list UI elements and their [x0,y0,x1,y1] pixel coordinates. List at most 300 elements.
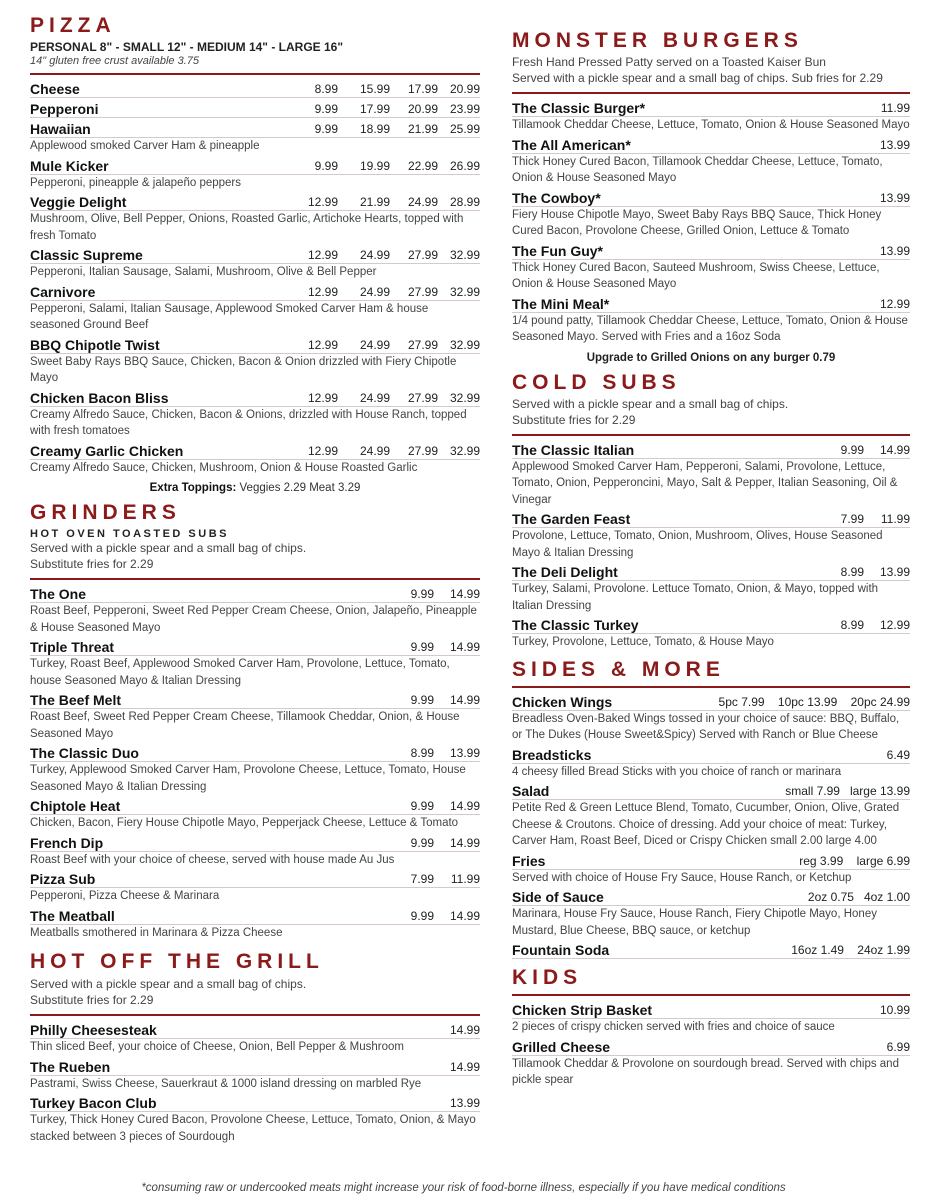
item-description: Provolone, Lettuce, Tomato, Onion, Mushroom, Olives, House Seasoned Mayo & Italian Dressing [512,530,883,559]
item-prices [292,82,480,97]
item-price: 27.99 [407,390,438,405]
item-name-line [30,158,480,175]
sides-list [512,694,910,960]
item-prices [450,1060,480,1075]
item-name-line [512,853,910,870]
item-name: Grilled Cheese [512,1038,611,1055]
item-name-line [30,247,480,264]
item-price: 14.99 [449,587,480,601]
item-prices [388,836,480,851]
item-price: 15.99 [359,82,390,96]
item-name: The One [30,586,87,602]
item-prices [292,285,480,300]
menu-item [30,443,480,477]
menu-item [30,284,480,334]
item-prices [388,587,480,602]
item-name: Turkey Bacon Club [30,1095,157,1111]
item-price: 9.99 [410,640,434,654]
menu-item [30,835,480,869]
menu-item [30,798,480,832]
grinders-note: Served with a pickle spear and a small bag of chips. [30,541,307,555]
item-price: 25.99 [449,122,480,136]
item-price: 26.99 [449,158,480,173]
item-name-line [512,511,910,528]
item-price: 21.99 [407,122,438,136]
item-name: Triple Threat [30,639,115,655]
item-name-line [512,694,910,711]
section-rule [512,686,910,688]
item-price: 12.99 [307,284,338,299]
item-name-line [30,1059,480,1076]
item-price: 27.99 [407,443,438,458]
item-description: 4 cheesy filled Bread Sticks with you choice of ranch or marinara [512,765,842,778]
item-prices [388,872,480,887]
item-name-line [512,296,910,313]
item-price: 9.99 [410,908,434,923]
menu-item [512,137,910,187]
item-price: 5pc 7.99 10pc 13.99 20pc 24.99 [718,694,910,709]
menu-item [30,194,480,244]
item-price: 32.99 [449,337,480,352]
grinders-title: GRINDERS [30,501,181,524]
item-description: Mushroom, Olive, Bell Pepper, Onions, Roasted Garlic, Artichoke Hearts, topped with fresh Tomato [30,213,464,242]
menu-item [30,745,480,795]
item-name: The All American* [512,136,631,153]
item-prices [880,297,910,312]
item-price: 20.99 [449,82,480,96]
item-price: 32.99 [449,284,480,299]
item-price: 14.99 [449,693,480,707]
item-price: 8.99 [410,746,434,760]
item-prices [292,248,480,263]
item-name: Chicken Wings [512,693,613,710]
item-price: 9.99 [410,587,434,601]
grinders-list [30,586,480,941]
item-name: Breadsticks [512,746,592,763]
item-prices [292,102,480,117]
menu-item [512,1002,910,1036]
pizza-list [30,81,480,476]
cold-subs-title: COLD SUBS [512,370,681,394]
section-rule [512,92,910,94]
item-name: The Deli Delight [512,564,618,580]
menu-item [30,121,480,155]
item-prices [791,943,910,958]
item-price: 24.99 [359,284,390,299]
extra-toppings-values: Veggies 2.29 Meat 3.29 [239,482,361,494]
item-name-line [30,586,480,603]
item-description: Pastrami, Swiss Cheese, Sauerkraut & 1000 island dressing on marbled Rye [30,1077,422,1090]
item-name-line [30,798,480,815]
item-prices [450,1096,480,1111]
item-price: 13.99 [879,565,910,579]
item-price: 27.99 [407,284,438,299]
item-price: 27.99 [407,337,438,352]
item-name: Side of Sauce [512,889,604,905]
item-description: Creamy Alfredo Sauce, Chicken, Bacon & Onions, drizzled with House Ranch, topped with fresh tomatoes [30,408,467,437]
item-prices [880,191,910,206]
cold-subs-list [512,442,910,651]
item-price: 11.99 [880,101,910,115]
item-price: 16oz 1.49 24oz 1.99 [791,943,910,957]
menu-item [512,100,910,134]
menu-item [512,747,910,781]
item-description: Tillamook Cheddar & Provolone on sourdough bread. Served with chips and pickle spear [512,1057,899,1086]
item-description: Served with choice of House Fry Sauce, House Ranch, or Ketchup [512,871,852,884]
grinders-section [30,502,480,941]
item-name-line [30,390,480,407]
item-price: 24.99 [359,337,390,352]
item-price: 13.99 [449,746,480,760]
item-prices [818,618,910,633]
item-name-line [512,1039,910,1056]
item-price: 17.99 [407,82,438,96]
item-name: Philly Cheesesteak [30,1022,157,1038]
item-name: The Cowboy* [512,189,601,206]
section-rule [30,73,480,75]
menu-item [512,243,910,293]
item-name: Chicken Bacon Bliss [30,389,169,406]
item-description: Pepperoni, pineapple & jalapeño peppers [30,176,241,189]
menu-item [30,158,480,192]
item-price: 12.99 [307,195,338,209]
item-name: The Garden Feast [512,511,631,527]
item-description: 1/4 pound patty, Tillamook Cheddar Cheese, Lettuce, Tomato, Onion & House Seasoned Mayo. Served with Fries and a 16oz Soda [512,314,908,343]
item-price: 12.99 [879,296,910,311]
item-name: Classic Supreme [30,247,143,263]
item-description: Turkey, Thick Honey Cured Bacon, Provolone Cheese, Lettuce, Tomato, Onion, & Mayo stacked between 3 pieces of Sourdough [30,1114,476,1143]
item-name: Creamy Garlic Chicken [30,442,184,459]
item-price: small 7.99 large 13.99 [785,784,910,798]
menu-item [512,942,910,959]
item-price: 32.99 [449,443,480,458]
item-description: Marinara, House Fry Sauce, House Ranch, Fiery Chipotle Mayo, Honey Mustard, Blue Cheese, BBQ sauce, or ketchup [512,908,877,937]
item-price: 24.99 [407,195,438,209]
item-name-line [512,564,910,581]
item-price: reg 3.99 large 6.99 [799,853,910,868]
grill-title: HOT OFF THE GRILL [30,950,324,973]
item-description: Applewood smoked Carver Ham & pineapple [30,140,260,152]
item-name-line [30,871,480,888]
item-price: 32.99 [449,248,480,262]
menu-item [30,337,480,387]
item-price: 21.99 [359,195,390,209]
item-prices [887,1040,910,1055]
extra-toppings [30,482,480,494]
menu-item [30,871,480,905]
item-price: 20.99 [407,102,438,116]
cold-subs-note-fries: Substitute fries for 2.29 [512,412,636,427]
item-description: 2 pieces of crispy chicken served with fries and choice of sauce [512,1021,835,1033]
item-prices [818,565,910,580]
item-price: 18.99 [359,122,390,136]
item-prices [880,1003,910,1018]
item-description: Pepperoni, Pizza Cheese & Marinara [30,890,220,902]
item-price: 8.99 [314,82,338,96]
burgers-note: Fresh Hand Pressed Patty served on a Toasted Kaiser Bun [512,55,826,69]
cold-subs-note: Served with a pickle spear and a small bag of chips. [512,396,789,411]
pizza-title: PIZZA [30,14,116,37]
item-name: Pepperoni [30,101,99,117]
item-name-line [512,137,910,154]
item-price: 9.99 [314,158,338,173]
item-price: 22.99 [407,158,438,173]
item-price: 8.99 [840,565,864,579]
item-price: 9.99 [410,835,434,850]
item-name-line [30,745,480,762]
grill-list [30,1022,480,1145]
item-price: 14.99 [879,442,910,457]
right-column [512,0,910,1092]
item-name-line [30,1095,480,1112]
item-prices [292,195,480,210]
item-prices [388,746,480,761]
item-name-line [30,194,480,211]
item-name-line [512,942,910,959]
item-description: Thin sliced Beef, your choice of Cheese, Onion, Bell Pepper & Mushroom [30,1041,404,1053]
item-name: Veggie Delight [30,194,127,210]
menu-item [30,390,480,440]
item-price: 10.99 [879,1003,910,1017]
item-prices [292,338,480,353]
item-name-line [30,443,480,460]
item-name-line [512,617,910,634]
item-name: The Fun Guy* [512,242,603,259]
menu-item [512,190,910,240]
item-price: 14.99 [449,835,480,850]
item-description: Roast Beef, Sweet Red Pepper Cream Cheese, Tillamook Cheddar, Onion, & House Seasoned Mayo [30,711,460,740]
item-price: 9.99 [314,102,338,116]
sides-title: SIDES & MORE [512,657,725,681]
grinders-subtitle: HOT OVEN TOASTED SUBS [30,528,229,540]
item-prices [785,784,910,799]
item-name-line [30,908,480,925]
item-description: Thick Honey Cured Bacon, Sauteed Mushroom, Swiss Cheese, Lettuce, Onion & House Seasoned Mayo [512,261,880,290]
grinders-note-fries: Substitute fries for 2.29 [30,557,154,571]
menu-item [30,908,480,942]
item-price: 9.99 [840,442,864,457]
item-price: 7.99 [410,872,434,886]
item-name: BBQ Chipotle Twist [30,336,160,353]
item-prices [292,122,480,137]
item-price: 17.99 [359,102,390,116]
item-description: Creamy Alfredo Sauce, Chicken, Mushroom, Onion & House Roasted Garlic [30,461,418,474]
grill-section [30,951,480,1145]
kids-section [512,967,910,1089]
item-description: Applewood Smoked Carver Ham, Pepperoni, Salami, Provolone, Lettuce, Tomato, Onion, Pepperoncini, Mayo, Salt & Pepper, Italian Seasoning, Oil & Vinegar [512,460,898,506]
item-price: 23.99 [449,102,480,116]
item-price: 14.99 [449,799,480,813]
item-description: Chicken, Bacon, Fiery House Chipotle Mayo, Pepperjack Cheese, Lettuce & Tomato [30,817,459,829]
item-price: 8.99 [840,618,864,632]
item-price: 24.99 [359,443,390,458]
menu-item [512,783,910,850]
item-name-line [30,639,480,656]
menu-item [512,511,910,561]
menu-item [512,1039,910,1089]
item-description: Turkey, Provolone, Lettuce, Tomato, & House Mayo [512,636,774,648]
item-name: Cheese [30,81,80,97]
grill-note-fries: Substitute fries for 2.29 [30,993,154,1007]
burger-upgrade-note: Upgrade to Grilled Onions on any burger 0.79 [586,351,836,364]
item-description: Petite Red & Green Lettuce Blend, Tomato, Cucumber, Onion, Olive, Grated Cheese & Croutons. Choice of dressing. Add your choice of meat: Turkey, Carver Ham, Roast Beef, Diced or Crispy Chicken small 2.00 large 4.00 [512,802,900,847]
item-price: 14.99 [449,1023,480,1037]
item-price: 7.99 [840,512,864,526]
item-name: The Classic Burger* [512,100,646,116]
item-description: Tillamook Cheddar Cheese, Lettuce, Tomato, Onion & House Seasoned Mayo [512,119,910,131]
item-price: 12.99 [879,618,910,632]
left-column [30,0,480,1148]
menu-item [512,296,910,346]
item-prices [388,693,480,708]
item-price: 2oz 0.75 4oz 1.00 [807,890,910,904]
item-prices [292,444,480,459]
menu-item [512,442,910,509]
item-name: Chiptole Heat [30,798,121,814]
item-prices [450,1023,480,1038]
item-name: The Mini Meal* [512,295,610,312]
item-prices [388,799,480,814]
item-description: Roast Beef, Pepperoni, Sweet Red Pepper Cream Cheese, Onion, Jalapeño, Pineapple & House Seasoned Mayo [30,605,477,634]
item-name: Mule Kicker [30,157,109,174]
item-name-line [512,243,910,260]
item-description: Breadless Oven-Baked Wings tossed in your choice of sauce: BBQ, Buffalo, or The Dukes (House Sweet&Spicy) Served with Ranch or Blue Cheese [512,712,900,741]
item-price: 12.99 [307,390,338,405]
item-price: 11.99 [880,512,910,526]
item-name-line [30,337,480,354]
item-description: Turkey, Salami, Provolone. Lettuce Tomato, Onion, & Mayo, topped with Italian Dressing [512,583,879,612]
burgers-title: MONSTER BURGERS [512,29,803,52]
item-name-line [30,81,480,98]
item-description: Fiery House Chipotle Mayo, Sweet Baby Rays BBQ Sauce, Thick Honey Cured Bacon, Provolone Cheese, Grilled Onion, Lettuce & Tomato [512,208,882,237]
item-prices [292,159,480,174]
item-price: 13.99 [449,1096,480,1110]
menu-item [30,639,480,689]
burgers-note-sides: Served with a pickle spear and a small bag of chips. Sub fries for 2.29 [512,71,883,85]
item-name-line [30,1022,480,1039]
item-price: 9.99 [314,122,338,136]
item-prices [808,890,910,905]
item-price: 13.99 [879,243,910,258]
menu-item [30,247,480,281]
section-rule [512,434,910,436]
section-rule [512,994,910,996]
item-name-line [512,190,910,207]
item-description: Turkey, Roast Beef, Applewood Smoked Carver Ham, Provolone, Lettuce, Tomato, house Seasoned Mayo & Italian Dressing [30,658,450,687]
item-price: 14.99 [449,640,480,654]
footer-disclaimer: *consuming raw or undercooked meats might increase your risk of food-borne illness, especially if you have medical conditions [141,1182,786,1194]
item-name: Hawaiian [30,121,91,137]
gluten-free-note: 14" gluten free crust available 3.75 [30,55,200,67]
item-name: The Classic Italian [512,441,635,458]
item-name: The Classic Turkey [512,617,639,633]
menu-item [512,853,910,887]
item-name-line [30,692,480,709]
kids-title: KIDS [512,966,583,989]
burgers-list [512,100,910,346]
item-price: 12.99 [307,248,338,262]
item-name: Fries [512,852,546,869]
kids-list [512,1002,910,1089]
item-price: 24.99 [359,248,390,262]
item-price: 13.99 [879,190,910,205]
item-price: 28.99 [449,195,480,209]
item-price: 19.99 [359,158,390,173]
item-prices [388,640,480,655]
cold-subs-section [512,372,910,651]
menu-item [30,586,480,636]
item-price: 12.99 [307,443,338,458]
menu-item [30,1022,480,1056]
item-name: Pizza Sub [30,871,96,887]
item-description: Pepperoni, Salami, Italian Sausage, Applewood Smoked Carver Ham & house seasoned Ground Beef [30,302,429,331]
item-price: 24.99 [359,390,390,405]
item-name: Salad [512,783,550,799]
item-price: 27.99 [407,248,438,262]
item-description: Turkey, Applewood Smoked Carver Ham, Provolone Cheese, Lettuce, Tomato, House Seasoned Mayo & Italian Dressing [30,764,466,793]
menu-item [512,694,910,744]
item-price: 9.99 [410,693,434,707]
pizza-section [30,15,480,494]
menu-item [30,1095,480,1145]
item-name: The Beef Melt [30,692,122,708]
item-price: 6.49 [886,747,910,762]
item-prices [880,138,910,153]
item-name-line [512,783,910,800]
item-name: The Classic Duo [30,745,139,761]
item-price: 11.99 [450,872,480,886]
item-price: 14.99 [449,1059,480,1074]
item-prices [799,854,910,869]
item-name: The Rueben [30,1058,111,1075]
item-name-line [512,100,910,117]
item-prices [880,244,910,259]
burgers-section [512,30,910,364]
item-name: The Meatball [30,907,115,924]
item-name: French Dip [30,834,104,851]
menu-item [30,81,480,98]
item-prices [292,391,480,406]
section-rule [30,1014,480,1016]
item-prices [719,695,910,710]
menu-item [512,564,910,614]
item-prices [818,512,910,527]
grill-note: Served with a pickle spear and a small bag of chips. [30,977,307,991]
item-price: 9.99 [410,799,434,813]
item-name-line [30,835,480,852]
item-name-line [30,101,480,118]
item-prices [887,748,910,763]
item-name-line [512,889,910,906]
pizza-sizes: PERSONAL 8" - SMALL 12" - MEDIUM 14" - LARGE 16" [30,40,344,54]
item-prices [388,909,480,924]
item-name: Carnivore [30,283,96,300]
item-name-line [512,747,910,764]
item-price: 6.99 [886,1039,910,1054]
section-rule [30,578,480,580]
item-name-line [30,284,480,301]
menu-item [512,617,910,651]
item-description: Thick Honey Cured Bacon, Tillamook Cheddar Cheese, Lettuce, Tomato, Onion & House Seasoned Mayo [512,155,883,184]
item-name-line [30,121,480,138]
item-price: 14.99 [449,908,480,923]
menu-item [512,889,910,939]
item-name: Chicken Strip Basket [512,1002,653,1018]
sides-section [512,659,910,960]
menu-item [30,692,480,742]
menu-item [30,101,480,118]
item-description: Meatballs smothered in Marinara & Pizza Cheese [30,926,283,939]
